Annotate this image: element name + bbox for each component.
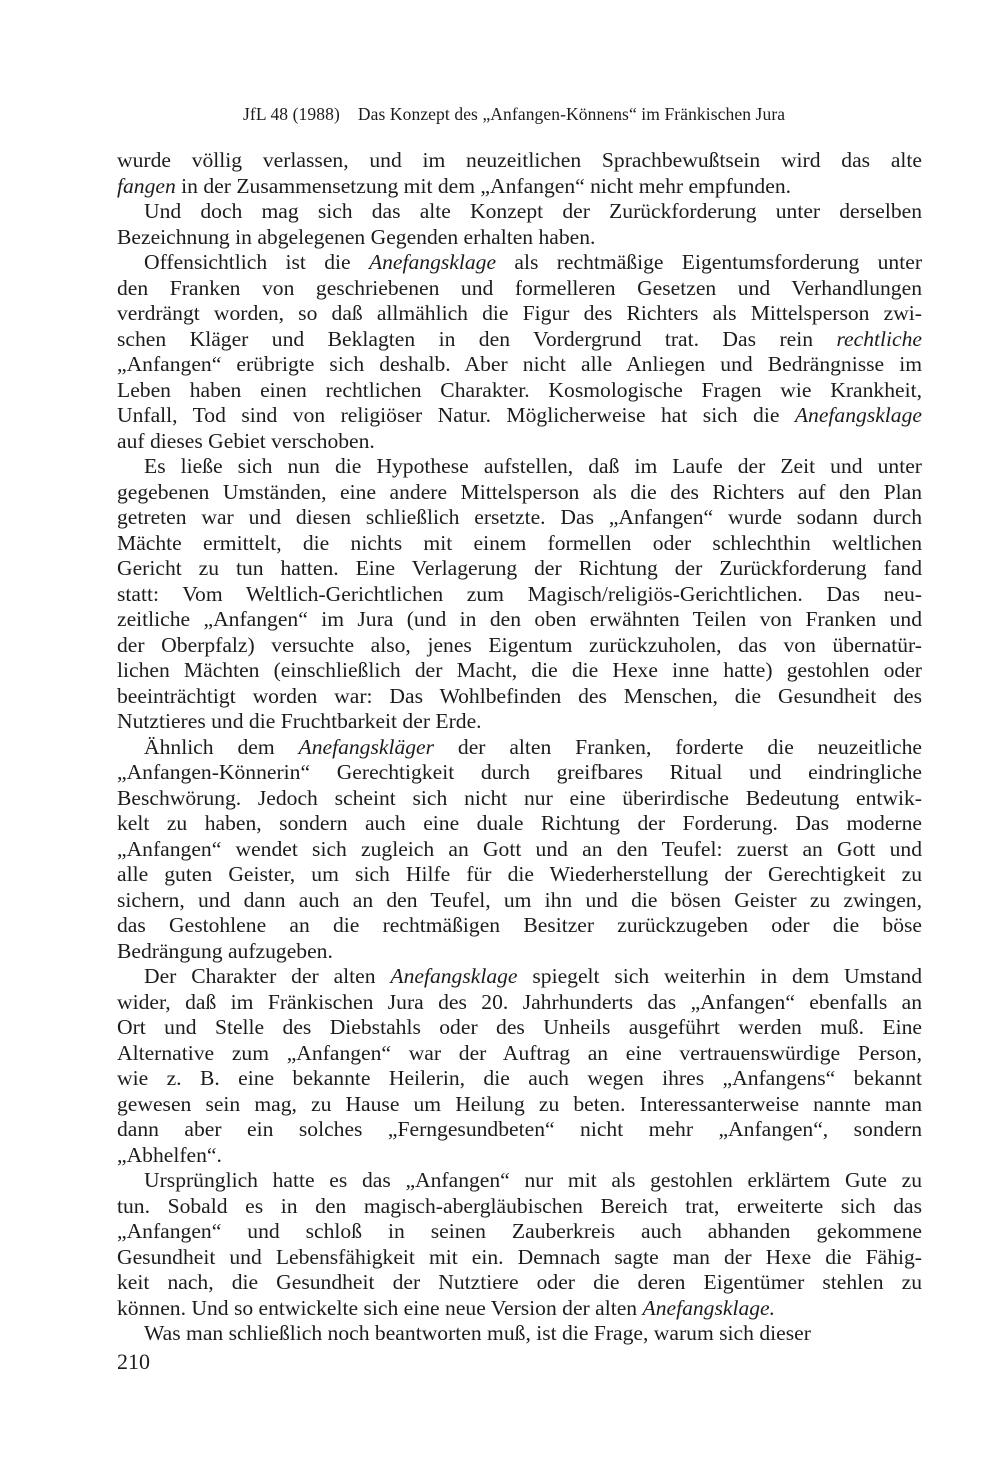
text-run: Beschwörung. Jedoch scheint sich nicht nur eine überirdische Bedeutung entwik- <box>117 785 922 810</box>
text-run: alle guten Geister, um sich Hilfe für die Wiederherstellung der Gerechtigkeit zu <box>117 862 922 886</box>
text-run: können. Und so entwickelte sich eine neue Version der alten <box>117 1295 643 1320</box>
text-line <box>117 1066 922 1092</box>
text-run: Bedrängung aufzugeben. <box>117 938 333 963</box>
text-run: Leben haben einen rechtlichen Charakter. Kosmologische Fragen wie Krankheit, <box>117 377 922 402</box>
text-run: statt: Vom Weltlich-Gerichtlichen zum Magisch/religiös-Gerichtlichen. Das neu- <box>117 581 922 606</box>
page-number: 210 <box>117 1349 150 1374</box>
text-line <box>117 352 922 378</box>
text-line <box>117 582 922 608</box>
text-run: der Oberpfalz) versuchte also, jenes Eigentum zurückzuholen, das von übernatür- <box>117 632 922 657</box>
text-line <box>117 607 922 633</box>
text-line <box>117 913 922 939</box>
text-run: Ähnlich dem <box>144 734 299 759</box>
text-run: wie z. B. eine bekannte Heilerin, die auch wegen ihres „Anfangens“ bekannt <box>117 1066 922 1090</box>
text-line <box>117 658 922 684</box>
journal-citation: JfL 48 (1988) <box>243 104 340 124</box>
text-run: gegebenen Umständen, eine andere Mittelsperson als die des Richters auf den Plan <box>117 479 922 504</box>
text-line <box>117 225 922 251</box>
text-run: Nutztieres und die Fruchtbarkeit der Erde. <box>117 709 482 733</box>
text-line <box>117 1041 922 1067</box>
text-run: Der Charakter der alten <box>144 964 391 988</box>
text-run: schen Kläger und Beklagten in den Vordergrund trat. Das rein <box>117 326 837 351</box>
text-run: in der Zusammensetzung mit dem „Anfangen“ nicht mehr empfunden. <box>175 173 792 198</box>
text-run: Unfall, Tod sind von religiöser Natur. Möglicherweise hat sich die <box>117 403 795 427</box>
text-run: Was man schließlich noch beantworten muß, ist die Frage, warum sich dieser <box>144 1321 811 1345</box>
text-line <box>117 301 922 327</box>
italic-term: Anefangskläger <box>298 734 435 759</box>
italic-term: Anefangsklage <box>368 250 497 274</box>
text-line <box>117 1117 922 1143</box>
text-line <box>117 1321 922 1347</box>
text-run: beeinträchtigt worden war: Das Wohlbefinden des Menschen, die Gesundheit des <box>117 683 922 708</box>
italic-term: Anefangsklage. <box>642 1295 776 1320</box>
text-run: als rechtmäßige Eigentumsforderung unter <box>496 250 923 274</box>
text-run: „Anfangen-Könnerin“ Gerechtigkeit durch greifbares Ritual und eindringliche <box>117 760 922 784</box>
text-run: „Anfangen“ und schloß in seinen Zauberkreis auch abhanden gekommene <box>117 1219 922 1243</box>
text-run: Es ließe sich nun die Hypothese aufstellen, daß im Laufe der Zeit und unter <box>144 454 922 478</box>
text-run: Ort und Stelle des Diebstahls oder des Unheils ausgeführt werden muß. Eine <box>117 1015 922 1039</box>
text-run: der alten Franken, forderte die neuzeitliche <box>434 734 922 759</box>
text-run: Offensichtlich ist die <box>144 250 369 274</box>
text-line <box>117 1143 922 1169</box>
text-line <box>117 1168 922 1194</box>
text-run: dann aber ein solches „Ferngesundbeten“ nicht mehr „Anfangen“, sondern <box>117 1117 922 1141</box>
text-line <box>117 709 922 735</box>
text-run: „Abhelfen“. <box>117 1142 222 1167</box>
text-line <box>117 735 922 761</box>
text-run: wider, daß im Fränkischen Jura des 20. Jahrhunderts das „Anfangen“ ebenfalls an <box>117 989 922 1014</box>
text-run: wurde völlig verlassen, und im neuzeitlichen Sprachbewußtsein wird das alte <box>117 148 922 172</box>
text-run: den Franken von geschriebenen und formelleren Gesetzen und Verhandlungen <box>117 275 922 300</box>
text-line <box>117 786 922 812</box>
text-line <box>117 480 922 506</box>
text-line <box>117 1194 922 1220</box>
text-run: Alternative zum „Anfangen“ war der Auftrag an eine vertrauenswürdige Person, <box>117 1040 922 1065</box>
text-line <box>117 837 922 863</box>
text-line <box>117 148 922 174</box>
text-run: „Anfangen“ erübrigte sich deshalb. Aber nicht alle Anliegen und Bedrängnisse im <box>117 352 922 376</box>
text-line <box>117 684 922 710</box>
text-line <box>117 531 922 557</box>
body-text <box>117 148 922 1347</box>
italic-term: Anefangsklage <box>390 964 518 988</box>
text-line <box>117 505 922 531</box>
text-line <box>117 378 922 404</box>
text-line <box>117 1245 922 1271</box>
running-head <box>243 104 785 125</box>
text-run: auf dieses Gebiet verschoben. <box>117 428 375 453</box>
text-line <box>117 964 922 990</box>
text-run: gewesen sein mag, zu Hause um Heilung zu beten. Interessanterweise nannte man <box>117 1091 922 1116</box>
text-run: das Gestohlene an die rechtmäßigen Besitzer zurückzugeben oder die böse <box>117 913 922 937</box>
text-line <box>117 250 922 276</box>
article-title: Das Konzept des „Anfangen-Könnens“ im Fränkischen Jura <box>357 104 786 124</box>
text-line <box>117 862 922 888</box>
text-run: zeitliche „Anfangen“ im Jura (und in den oben erwähnten Teilen von Franken und <box>117 607 922 631</box>
text-line <box>117 174 922 200</box>
text-line <box>117 633 922 659</box>
text-run: Bezeichnung in abgelegenen Gegenden erhalten haben. <box>117 224 596 249</box>
text-run: keit nach, die Gesundheit der Nutztiere oder die deren Eigentümer stehlen zu <box>117 1270 922 1294</box>
text-line <box>117 199 922 225</box>
text-line <box>117 811 922 837</box>
text-run: Und doch mag sich das alte Konzept der Zurückforderung unter derselben <box>144 199 922 223</box>
text-line <box>117 1219 922 1245</box>
italic-term: rechtliche <box>836 326 922 351</box>
text-run: Ursprünglich hatte es das „Anfangen“ nur mit als gestohlen erklärtem Gute zu <box>144 1168 922 1192</box>
text-line <box>117 276 922 302</box>
text-line <box>117 403 922 429</box>
text-line <box>117 760 922 786</box>
text-run: Gesundheit und Lebensfähigkeit mit ein. Demnach sagte man der Hexe die Fähig- <box>117 1244 922 1269</box>
text-line <box>117 1015 922 1041</box>
text-run: getreten war und diesen schließlich ersetzte. Das „Anfangen“ wurde sodann durch <box>117 505 922 529</box>
text-line <box>117 1092 922 1118</box>
text-line <box>117 939 922 965</box>
italic-term: Anefangsklage <box>794 403 922 427</box>
text-run: kelt zu haben, sondern auch eine duale Richtung der Forderung. Das moderne <box>117 811 922 835</box>
text-run: tun. Sobald es in den magisch-abergläubischen Bereich trat, erweiterte sich das <box>117 1193 922 1218</box>
text-run: spiegelt sich weiterhin in dem Umstand <box>517 964 922 988</box>
text-line <box>117 888 922 914</box>
text-line <box>117 327 922 353</box>
text-line <box>117 454 922 480</box>
text-line <box>117 429 922 455</box>
text-run: sichern, und dann auch an den Teufel, um ihn und die bösen Geister zu zwingen, <box>117 887 922 912</box>
text-run: lichen Mächten (einschließlich der Macht, die die Hexe inne hatte) gestohlen oder <box>117 658 922 682</box>
italic-term: fangen <box>117 173 176 198</box>
text-line <box>117 1270 922 1296</box>
text-line <box>117 990 922 1016</box>
text-run: „Anfangen“ wendet sich zugleich an Gott und an den Teufel: zuerst an Gott und <box>117 836 922 861</box>
text-run: Mächte ermittelt, die nichts mit einem formellen oder schlechthin weltlichen <box>117 530 922 555</box>
text-line <box>117 556 922 582</box>
text-line <box>117 1296 922 1322</box>
text-run: verdrängt worden, so daß allmählich die Figur des Richters als Mittelsperson zwi- <box>117 301 922 325</box>
text-run: Gericht zu tun hatten. Eine Verlagerung der Richtung der Zurückforderung fand <box>117 556 922 580</box>
